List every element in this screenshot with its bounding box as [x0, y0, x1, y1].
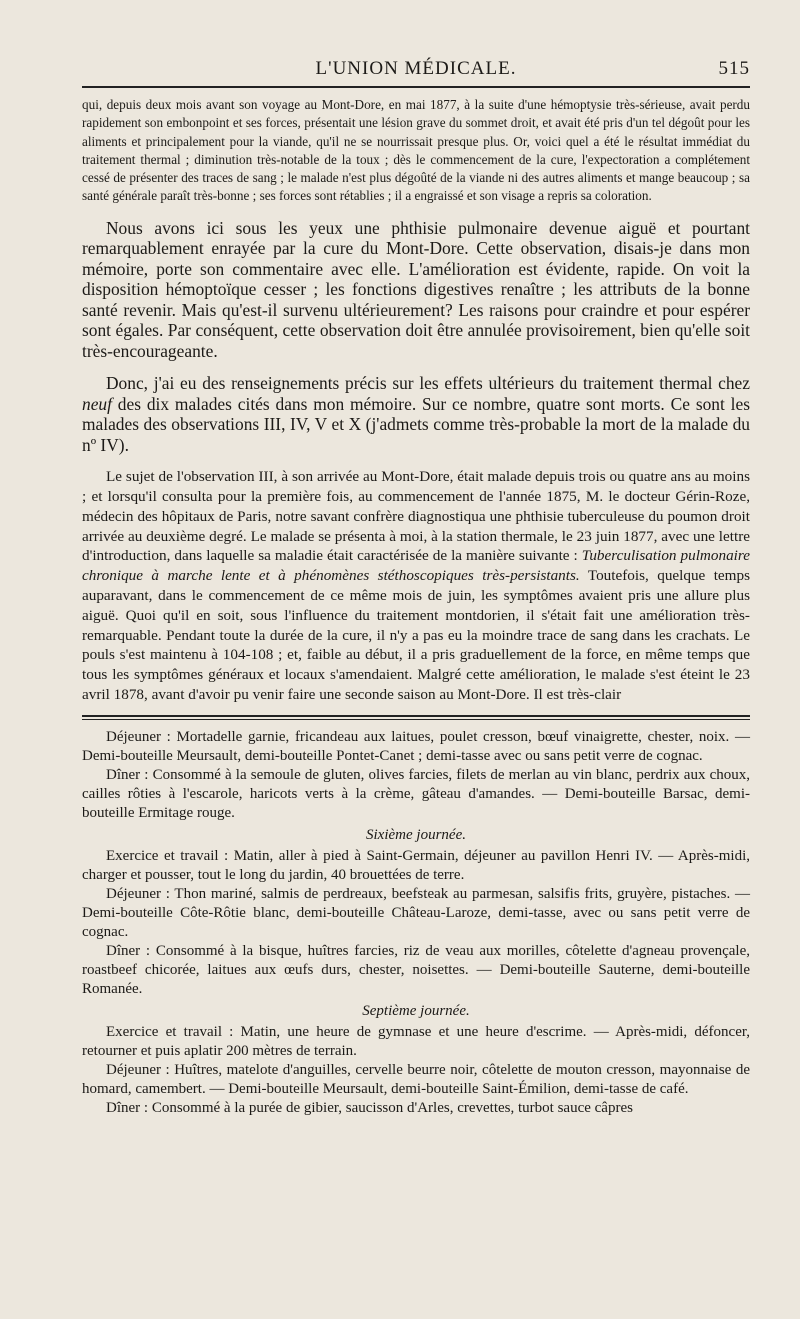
day-title-sixth: Sixième journée.: [366, 826, 466, 843]
main-text: [82, 96, 750, 705]
day-title-seventh: Septième journée.: [362, 1002, 470, 1019]
feuilleton-rule: [82, 715, 750, 720]
paragraph-3-italic: neuf: [82, 393, 112, 414]
menu-label: Exercice et travail :: [106, 1023, 234, 1040]
menu-text: Consommé à la purée de gibier, saucisson d'Arles, crevettes, turbot sauce câpres: [148, 1099, 633, 1116]
paragraph-2: Nous avons ici sous les yeux une phthisie pulmonaire devenue aiguë et pourtant remarquablement enrayée par la cure du Mont-Dore. Cette observation, disais-je dans mon mémoire, porte son commentaire avec elle. L'amélioration est évidente, rapide. On voit la disposition hémoptoïque cesser ; les fonctions digestives renaître ; les attributs de la bonne santé revenir. Mais qu'est-il survenu ultérieurement? Les raisons pour craindre et pour espérer sont égales. Par conséquent, cette observation doit être annulée provisoirement, bien qu'elle soit très-encourageante.: [82, 217, 750, 361]
paragraph-4-text-a: Le sujet de l'observation III, à son arrivée au Mont-Dore, était malade depuis trois ou quatre ans au moins ; et lorsqu'il consulta pour la première fois, au commencement de l'année 1875, M. le docteur Gérin-Roze, médecin des hôpitaux de Paris, notre savant confrère diagnostiqua une phthisie tuberculeuse du poumon droit arrivée au deuxième degré. Le malade se présenta à moi, à la station thermale, le 23 juin 1877, avec une lettre d'introduction, dans laquelle sa maladie était caractérisée de la manière suivante :: [82, 468, 750, 565]
menu-label: Déjeuner :: [106, 885, 170, 902]
menu-label: Dîner :: [106, 942, 151, 959]
menu-entry: [82, 1061, 750, 1099]
paragraph-3: [82, 373, 750, 455]
running-title: L'UNION MÉDICALE.: [315, 58, 517, 79]
menu-label: Dîner :: [106, 766, 149, 783]
header-rule: [82, 86, 750, 88]
menu-label: Exercice et travail :: [106, 847, 229, 864]
menu-text: Thon mariné, salmis de perdreaux, beefsteak au parmesan, salsifis frits, gruyère, pistaches. — Demi-bouteille Côte-Rôtie blanc, demi-bouteille Château-Laroze, demi-tasse, avec ou sans petit verre de cognac.: [82, 885, 750, 940]
menu-entry: [82, 1023, 750, 1061]
menu-entry: [82, 728, 750, 766]
menu-entry: [82, 942, 750, 999]
menu-label: Dîner :: [106, 1099, 149, 1116]
page-header: [82, 48, 750, 82]
menu-entry: [82, 766, 750, 823]
menu-text: Mortadelle garnie, fricandeau aux laitues, poulet cresson, bœuf vinaigrette, chester, noix. — Demi-bouteille Meursault, demi-bouteille Pontet-Canet ; demi-tasse avec ou sans petit verre de cognac.: [82, 728, 750, 764]
menu-text: Consommé à la semoule de gluten, olives farcies, filets de merlan au vin blanc, perdrix aux choux, cailles rôties à l'escarole, haricots verts à la crème, gâteau d'amandes. — Demi-bouteille Barsac, demi-bouteille Ermitage rouge.: [82, 766, 750, 821]
menu-text: Huîtres, matelote d'anguilles, cervelle beurre noir, côtelette de mouton cresson, mayonnaise de homard, camembert. — Demi-bouteille Meursault, demi-bouteille Saint-Émilion, demi-tasse de café.: [82, 1061, 751, 1097]
menu-text: Consommé à la bisque, huîtres farcies, riz de veau aux morilles, côtelette d'agneau provençale, roastbeef chicorée, laitues aux œufs durs, chester, noisettes. — Demi-bouteille Sauterne, demi-bouteille Romanée.: [82, 942, 750, 997]
paragraph-4-text-b: Toutefois, quelque temps auparavant, dans le commencement de ce même mois de juin, les symptômes avaient pris une allure plus aiguë. Quoi qu'il en soit, sous l'influence du traitement montdorien, il s'était fait une amélioration très-remarquable. Pendant toute la durée de la cure, il n'y a pas eu la moindre trace de sang dans les crachats. Le pouls s'est maintenu à 104-108 ; et, faible au début, il a pris graduellement de la force, en même temps que tous les symptômes généraux et locaux s'amendaient. Malgré cette amélioration, le malade s'est éteint le 23 avril 1878, avant d'avoir pu venir faire une seconde saison au Mont-Dore. Il est très-clair: [82, 567, 750, 704]
menu-entry: [82, 847, 750, 885]
menu-label: Déjeuner :: [106, 728, 171, 745]
paragraph-3-text-b: des dix malades cités dans mon mémoire. Sur ce nombre, quatre sont morts. Ce sont les malades des observations III, IV, V et X (j'admets comme très-probable la mort de la malade du nº IV).: [82, 393, 750, 455]
page-number: 515: [718, 58, 750, 79]
paragraph-4: [82, 467, 750, 705]
menu-entry: [82, 1099, 750, 1118]
menu-label: Déjeuner :: [106, 1061, 170, 1078]
menu-text: Matin, une heure de gymnase et une heure d'escrime. — Après-midi, défoncer, retourner et puis aplatir 200 mètres de terrain.: [82, 1023, 750, 1059]
paragraph-1: qui, depuis deux mois avant son voyage au Mont-Dore, en mai 1877, à la suite d'une hémoptysie très-sérieuse, avait perdu rapidement son embonpoint et ses forces, présentait une lésion grave du sommet droit, et avait été pris d'un tel dégoût pour les aliments et principalement pour la viande, qu'il ne se nourrissait presque plus. Or, voici quel a été le résultat immédiat du traitement thermal ; diminution très-notable de la toux ; dès le commencement de la cure, l'expectoration a complétement cessé de présenter des traces de sang ; le malade n'est plus dégoûté de la viande ni des autres aliments et mange beaucoup ; sa santé générale paraît très-bonne ; ses forces sont rétablies ; il a engraissé et son visage a repris sa coloration.: [82, 97, 750, 204]
menu-entry: [82, 885, 750, 942]
paragraph-3-text-a: Donc, j'ai eu des renseignements précis sur les effets ultérieurs du traitement thermal chez: [106, 373, 750, 394]
feuilleton: [82, 728, 750, 1118]
paragraph-4-italic: Tuberculisation pulmonaire chronique à marche lente et à phénomènes stéthoscopiques très-persistants.: [82, 547, 750, 585]
menu-text: Matin, aller à pied à Saint-Germain, déjeuner au pavillon Henri IV. — Après-midi, charger et pousser, tout le long du jardin, 40 brouettées de terre.: [82, 847, 750, 883]
